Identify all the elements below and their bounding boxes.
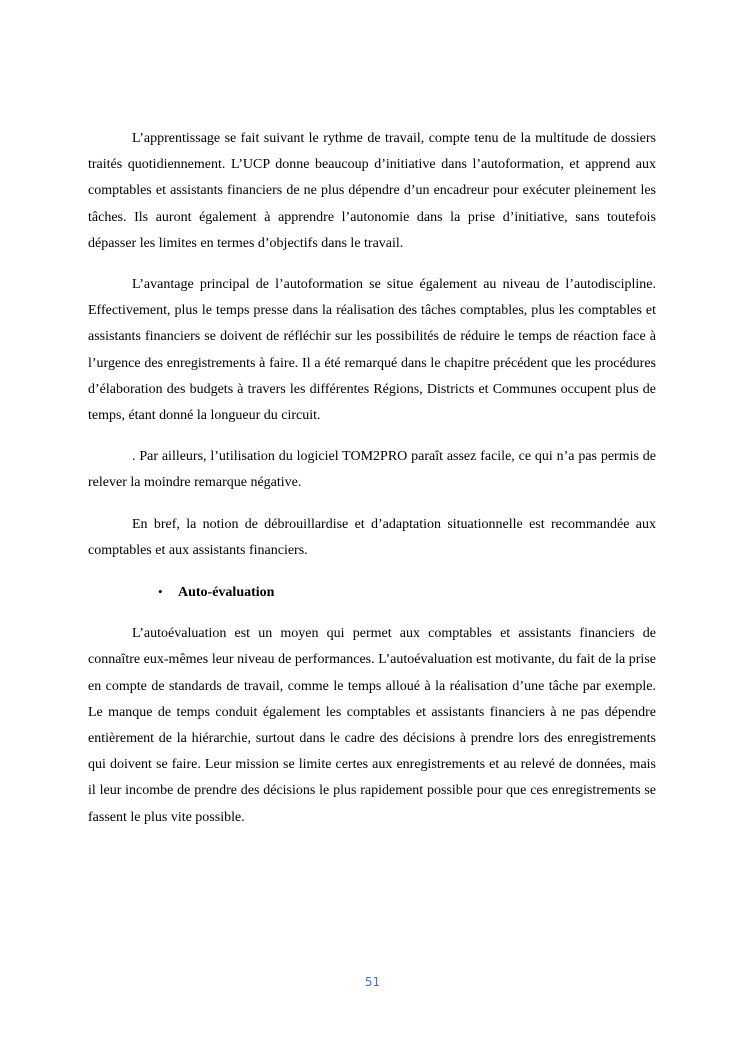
page-number: 51: [364, 975, 381, 989]
bullet-heading-auto-evaluation: [88, 579, 656, 606]
paragraph-avantage-autoformation: L’avantage principal de l’autoformation se situe également au niveau de l’autodiscipline. Effectivement, plus le temps presse dans la réalisation des tâches comptables, plus les comptables et assistants financiers se doivent de réfléchir sur les possibilités de réduire le temps de réaction face à l’urgence des enregistrements à faire. Il a été remarqué dans le chapitre précédent que les procédures d’élaboration des budgets à travers les différentes Régions, Districts et Communes occupent plus de temps, étant donné la longueur du circuit.: [88, 277, 656, 424]
paragraph-en-bref: En bref, la notion de débrouillardise et d’adaptation situationnelle est recommandée aux comptables et aux assistants financiers.: [88, 516, 656, 558]
paragraph-autoevaluation: L’autoévaluation est un moyen qui permet aux comptables et assistants financiers de connaître eux-mêmes leur niveau de performances. L’autoévaluation est motivante, du fait de la prise en compte de standards de travail, comme le temps alloué à la réalisation d’une tâche par exemple. Le manque de temps conduit également les comptables et assistants financiers à ne pas dépendre entièrement de la hiérarchie, surtout dans le cadre des décisions à prendre lors des enregistrements qui doivent se faire. Leur mission se limite certes aux enregistrements et au relevé de données, mais il leur incombe de prendre des décisions le plus rapidement possible pour que ces enregistrements se fassent le plus vite possible.: [88, 626, 656, 825]
paragraph-apprentissage: L’apprentissage se fait suivant le rythme de travail, compte tenu de la multitude de dossiers traités quotidiennement. L’UCP donne beaucoup d’initiative dans l’autoformation, et apprend aux comptables et assistants financiers de ne plus dépendre d’un encadreur pour exécuter pleinement les tâches. Ils auront également à apprendre l’autonomie dans la prise d’initiative, sans toutefois dépasser les limites en termes d’objectifs dans le travail.: [88, 131, 656, 251]
paragraph-tom2pro: . Par ailleurs, l’utilisation du logiciel TOM2PRO paraît assez facile, ce qui n’a pas permis de relever la moindre remarque négative.: [88, 449, 656, 491]
page-body: [88, 126, 656, 846]
section-heading: Auto-évaluation: [178, 585, 275, 601]
bullet-icon: •: [158, 584, 163, 600]
